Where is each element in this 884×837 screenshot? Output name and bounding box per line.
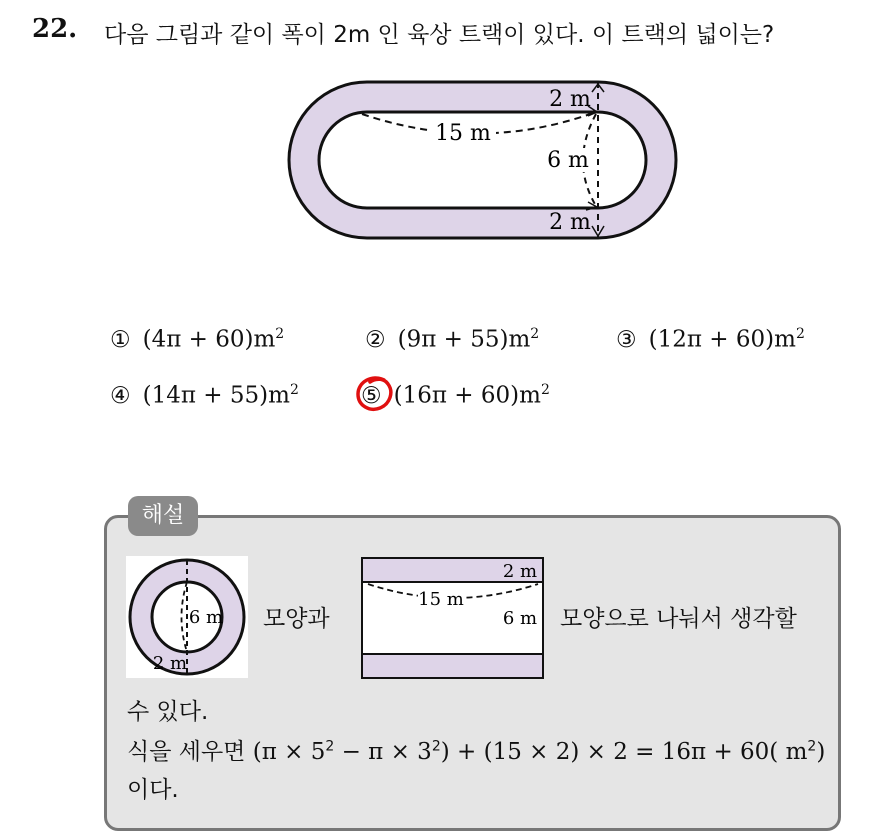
ring-width-label: 2 m xyxy=(152,653,188,674)
solution-after-ring: 모양과 xyxy=(263,606,330,632)
solution-line-3: 식을 세우면 $(\pi \times 5^2 - \pi \times 3^2) + (15 \times 2) \times 2 = 16\pi + 60$( $m^2$) xyxy=(127,738,826,765)
choice-4[interactable]: ④ $(14\pi + 55)m^2$ xyxy=(110,382,299,409)
ring-diagram xyxy=(126,556,248,678)
solution-after-rect: 모양으로 나눠서 생각할 xyxy=(560,606,797,632)
rect-height-label: 6 m xyxy=(502,608,538,629)
ring-inner-label: 6 m xyxy=(188,607,224,628)
answer-circle-mark xyxy=(354,374,396,414)
track-width-bottom-label: 2 m xyxy=(549,210,591,235)
rect-diagram xyxy=(360,556,546,680)
track-width-top-label: 2 m xyxy=(549,87,591,112)
solution-line-4: 이다. xyxy=(127,777,179,803)
track-diagram xyxy=(280,74,680,244)
question-text: 다음 그림과 같이 폭이 2m 인 육상 트랙이 있다. 이 트랙의 넓이는? xyxy=(104,22,775,48)
track-diameter-label: 6 m xyxy=(547,148,589,173)
choice-5[interactable]: ⑤ $(16\pi + 60)m^2$ xyxy=(361,382,550,409)
rect-length-label: 15 m xyxy=(418,589,464,610)
solution-line-2: 수 있다. xyxy=(127,699,209,725)
question-number: 22. xyxy=(32,14,78,44)
track-length-label: 15 m xyxy=(435,121,491,146)
choice-1[interactable]: ① $(4\pi + 60)m^2$ xyxy=(110,326,285,353)
choice-2[interactable]: ② $(9\pi + 55)m^2$ xyxy=(365,326,540,353)
choice-3[interactable]: ③ $(12\pi + 60)m^2$ xyxy=(616,326,805,353)
solution-tag: 해설 xyxy=(128,496,198,536)
rect-width-label: 2 m xyxy=(502,561,538,582)
